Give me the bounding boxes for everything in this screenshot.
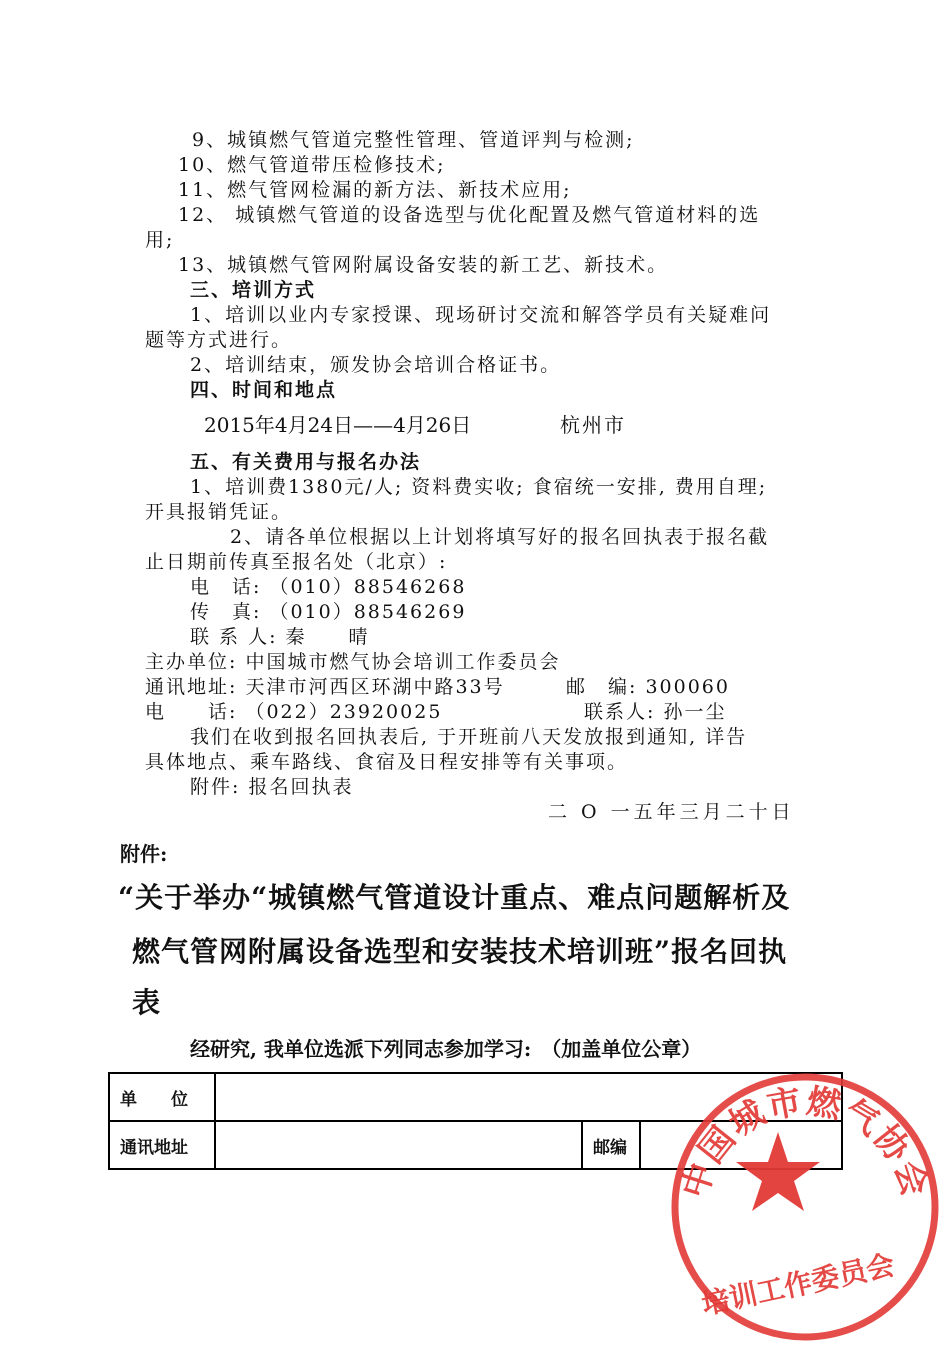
contact-line: 联 系 人: 秦 晴 [190,626,370,648]
section-4-title: 四、时间和地点 [190,379,338,401]
postcode-label: 邮编 [582,1121,640,1169]
unit-label: 单 位 [109,1073,215,1121]
fax-line: 传 真: （010）88546269 [190,601,467,623]
section-4-place: 杭州市 [560,413,626,437]
address-label: 通讯地址 [109,1121,215,1169]
phone-line: 电 话: （010）88546268 [190,576,467,598]
item-9: 9、城镇燃气管道完整性管理、管道评判与检测; [192,129,635,151]
attachment-ref: 附件: 报名回执表 [190,776,354,798]
item-12: 12、 城镇燃气管道的设备选型与优化配置及燃气管道材料的选 [178,204,761,226]
section-5-p2: 2、请各单位根据以上计划将填写好的报名回执表于报名截 [230,526,770,548]
section-4-date: 2015年4月24日——4月26日 [204,413,472,437]
section-5-p2-cont: 止日期前传真至报名处（北京）: [145,551,448,573]
star-icon [736,1132,820,1211]
organizer-line: 主办单位: 中国城市燃气协会培训工作委员会 [145,651,561,673]
address-field[interactable] [215,1121,582,1169]
section-5-title: 五、有关费用与报名办法 [190,451,422,473]
postcode-line: 邮 编: 300060 [566,676,730,698]
item-11: 11、燃气管网检漏的新方法、新技术应用; [178,179,572,201]
form-title-line-2: 燃气管网附属设备选型和安装技术培训班”报名回执 [132,935,788,968]
form-title-line-1: “关于举办“城镇燃气管道设计重点、难点问题解析及 [118,881,791,914]
section-3-title: 三、培训方式 [190,279,317,301]
seal-text-bottom: 培训工作委员会 [698,1248,898,1322]
form-intro: 经研究, 我单位选派下列同志参加学习: （加盖单位公章） [190,1037,702,1061]
item-10: 10、燃气管道带压检修技术; [178,154,446,176]
seal-text-top: 中国城市燃气协会 [674,1081,936,1203]
item-13: 13、城镇燃气管网附属设备安装的新工艺、新技术。 [178,254,669,276]
form-title-line-3: 表 [132,986,162,1019]
notice-line: 我们在收到报名回执表后, 于开班前八天发放报到通知, 详告 [190,726,748,748]
attachment-label: 附件: [120,842,168,866]
notice-line-cont: 具体地点、乘车路线、食宿及日程安排等有关事项。 [145,751,629,773]
date-signature: 二 O 一五年三月二十日 [548,801,795,823]
section-3-p1-cont: 题等方式进行。 [145,329,293,351]
official-seal [660,1062,950,1352]
contact2-line: 联系人: 孙一尘 [584,701,727,723]
address-line: 通讯地址: 天津市河西区环湖中路33号 [145,676,505,698]
section-5-p1: 1、培训费1380元/人; 资料费实收; 食宿统一安排, 费用自理; [190,476,768,498]
section-3-p1: 1、培训以业内专家授课、现场研讨交流和解答学员有关疑难问 [190,304,772,326]
phone2-line: 电 话: （022）23920025 [145,701,443,723]
section-3-p2: 2、培训结束，颁发协会培训合格证书。 [190,354,562,376]
section-5-p1-cont: 开具报销凭证。 [145,501,293,523]
item-12-cont: 用; [145,229,175,251]
